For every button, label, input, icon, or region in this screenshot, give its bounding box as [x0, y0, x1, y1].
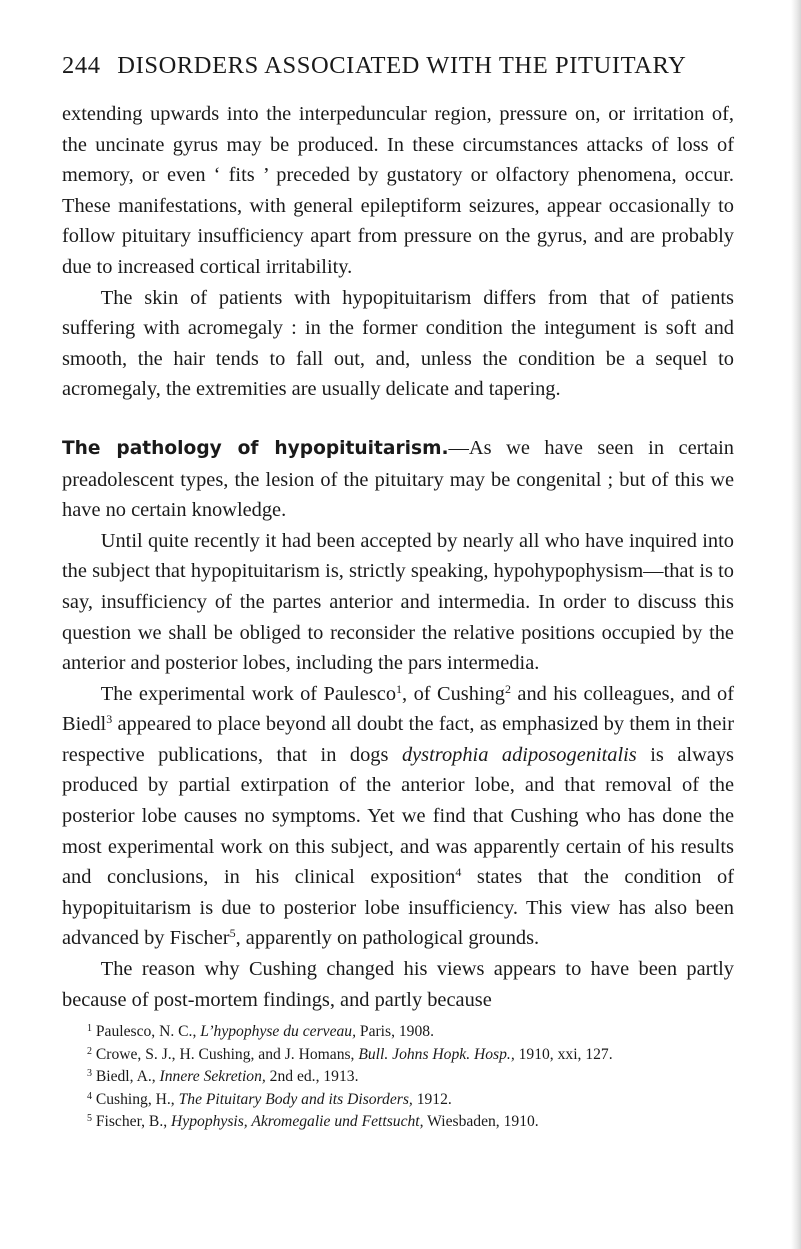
paragraph-cushing-views: The reason why Cushing changed his views appears to have been partly because of post-mortem findings, and partly because — [62, 958, 734, 1011]
footnote-title: Bull. Johns Hopk. Hosp., — [358, 1045, 515, 1063]
footnote — [62, 1089, 734, 1112]
text-segment: and his colleagues, and of Biedl — [62, 682, 734, 736]
paragraph-hypohypophysism: Until quite recently it had been accepted by nearly all who have inquired into the subject that hypopituitarism is, strictly speaking, hypohypophysism—that is to say, insufficiency of the partes anterior and intermedia. In order to discuss this question we shall be obliged to reconsider the relative positions occupied by the anterior and posterior lobes, including the pars intermedia. — [62, 529, 734, 675]
footnote-author: Biedl, A., — [95, 1068, 160, 1086]
footnote-author: Cushing, H., — [95, 1090, 179, 1108]
pathology-text: —As we have seen in certain preadolescent types, the lesion of the pituitary may be congenital ; but of this we have no certain knowledge. — [62, 436, 734, 522]
footnote-author: Paulesco, N. C., — [95, 1023, 201, 1040]
footnote-number: 3 — [86, 1068, 92, 1080]
text-segment: states that the condition of hypopituitarism is due to posterior lobe insufficiency. This view has also been advanced by Fischer — [62, 866, 734, 950]
footnote-ref-5: 5 — [229, 926, 236, 941]
paragraph-pathology — [62, 433, 734, 526]
footnote-title: Innere Sekretion, — [159, 1068, 266, 1086]
footnote-title: Hypophysis, Akromegalie und Fettsucht, — [171, 1113, 424, 1131]
footnote-number: 1 — [86, 1023, 92, 1034]
footnote — [62, 1021, 734, 1044]
body-text — [62, 99, 734, 1015]
paragraph-continuation: extending upwards into the interpeduncular region, pressure on, or irritation of, the uncinate gyrus may be produced. In these circumstances attacks of loss of memory, or even ‘ fits ’ preceded by gustatory or olfactory phenomena, occur. These manifestations, with general epileptiform seizures, appear occasionally to follow pituitary insufficiency apart from pressure on the gyrus, and are probably due to increased cortical irritability. — [62, 103, 734, 278]
paragraph-experimental-work — [62, 679, 734, 954]
text-segment: , apparently on pathological grounds. — [235, 927, 540, 950]
footnote-title: The Pituitary Body and its Disorders, — [178, 1090, 413, 1108]
paragraph-skin: The skin of patients with hypopituitarism differs from that of patients suffering with acromegaly : in the former condition the integument is soft and smooth, the hair tends to fall out, and, unless the condition be a sequel to acromegaly, the extremities are usually delicate and tapering. — [62, 286, 734, 401]
page-edge-shadow — [791, 0, 801, 1249]
footnote-details: 1912. — [412, 1090, 452, 1108]
footnote-details: 2nd ed., 1913. — [265, 1068, 359, 1086]
running-title: DISORDERS ASSOCIATED WITH THE PITUITARY — [117, 52, 687, 79]
page-number: 244 — [62, 52, 101, 79]
footnote-author: Fischer, B., — [95, 1113, 172, 1131]
footnote-author: Crowe, S. J., H. Cushing, and J. Homans, — [95, 1045, 359, 1063]
italic-term: dystrophia adiposogenitalis — [401, 743, 637, 766]
footnote-details: Wiesbaden, 1910. — [423, 1113, 539, 1131]
running-header — [62, 52, 734, 80]
footnote-number: 5 — [86, 1113, 92, 1125]
footnote-details: Paris, 1908. — [356, 1023, 434, 1040]
footnotes — [62, 1021, 734, 1134]
footnote-ref-3: 3 — [106, 712, 113, 727]
text-segment: is always produced by partial extirpation of the anterior lobe, and that removal of the posterior lobe causes no symptoms. Yet we find that Cushing who has done the most experimental work on this subject, and was apparently certain of his results and conclusions, in his clinical exposition — [62, 743, 734, 889]
footnote-number: 4 — [86, 1090, 92, 1102]
text-segment: The experimental work of Paulesco — [100, 682, 397, 705]
footnote-ref-4: 4 — [455, 865, 462, 880]
footnote-ref-2: 2 — [504, 681, 511, 696]
footnote-title: L’hypophyse du cerveau, — [200, 1023, 356, 1040]
footnote — [62, 1066, 734, 1089]
text-segment: , of Cushing — [402, 682, 505, 705]
footnote-ref-1: 1 — [396, 681, 403, 696]
section-heading: The pathology of hypopituitarism. — [62, 437, 449, 459]
footnote — [62, 1044, 734, 1067]
footnote — [62, 1111, 734, 1134]
footnote-number: 2 — [86, 1045, 92, 1057]
text-segment: appeared to place beyond all doubt the fact, as emphasized by them in their respective publications, that in dogs — [62, 713, 734, 766]
footnote-details: 1910, xxi, 127. — [514, 1045, 613, 1063]
